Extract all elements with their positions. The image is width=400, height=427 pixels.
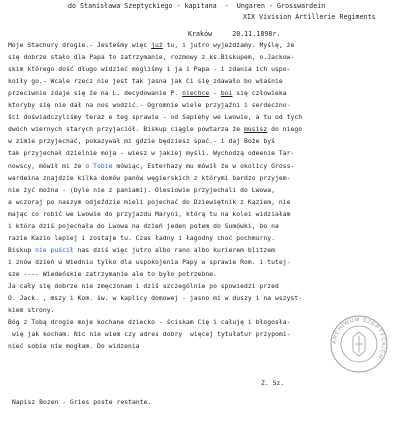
letter-line — [8, 319, 290, 327]
line-text: się dobrze stało dla Papa to zatrzymanie, rozmowy z ks.Biskupem, o.Jackow- — [8, 54, 295, 62]
stamp-text: ARCHIWUM SZEPTYCKICH — [331, 316, 387, 360]
letter-line — [8, 271, 217, 279]
line-text: Bóg z Tobą drogie moje kochane dziecko - ściskam Cię i całuję i błogosła- — [8, 319, 291, 327]
letter-line — [8, 102, 290, 110]
line-text: razie Kazio lepiej i zostaje tu. Czas ładny i łagodny choć pochmurny. — [8, 234, 275, 242]
letter-line — [8, 199, 290, 207]
line-text: wię jak kocham. Nic nie wiem czy adres dobry więcej tytułatur przypomi- — [12, 331, 291, 339]
line-text: sze ---- Wiedeńskie zatrzymanie ale to było potrzebne. — [8, 270, 217, 278]
header-recipient: do Stanisława Szeptyckiego - kapitana - Ungaren - Grosswardein — [68, 2, 326, 10]
line-text: - — [209, 90, 221, 98]
line-text: a wczoraj po naszym odjeździe mieli pojechać do Dziewiętnik z Kaziem, nie — [8, 198, 291, 206]
letter-line — [8, 259, 290, 267]
letter-line — [8, 307, 54, 315]
line-text: koiły go.- Wcale rzecz nie jest tak jasna jak Ci się zdawało bo właśnie — [8, 78, 283, 86]
underlined-text: boi — [220, 90, 233, 98]
letter-line — [8, 66, 290, 74]
letter-line — [8, 163, 294, 171]
highlighted-text: o Tobie — [85, 162, 113, 170]
line-text: w zimie przyjechać, pokazywał mi gdzie będziesz spać.- i daj Boże byś — [8, 138, 275, 146]
letter-line — [8, 283, 279, 291]
header-place-date: Kraków 20.11.1898r. — [188, 30, 281, 38]
line-text: mając co robić we Lwowie do przyjazdu Maryni, którą tu na kolei widziałam — [8, 210, 291, 218]
underlined-text: niechce — [182, 90, 210, 98]
letter-line — [8, 235, 275, 243]
underlined-text: musisz — [244, 126, 268, 134]
letter-line — [8, 78, 283, 86]
line-text: Biskup — [8, 246, 36, 254]
letter-line — [8, 90, 287, 98]
line-text: nieć sobie nie mogłam. Do widzenia — [8, 343, 140, 351]
line-text: i znów dzień w Wiedniu tylko dla uspokojenia Papy w sprawie Rom. i tutej- — [8, 258, 291, 266]
letter-line — [8, 187, 275, 195]
line-text: nie żyć można - (byle nie z paniami). Olesiowie przyjechali do Lwowa, — [8, 186, 275, 194]
postscript: Napisz Bozen - Gries poste restante. — [12, 399, 152, 406]
line-text: kiem strony. — [8, 307, 55, 315]
archive-stamp — [329, 314, 389, 374]
letter-line — [8, 126, 302, 134]
letter-line — [8, 295, 302, 303]
letter-line — [8, 211, 290, 219]
line-text: się człowieka — [232, 90, 287, 98]
letter-line — [12, 331, 291, 339]
line-text: do niego — [267, 126, 303, 134]
letter-line — [8, 343, 140, 351]
line-text: nowscy, mówił mi że — [8, 162, 86, 170]
highlighted-text: nie puścił — [35, 246, 74, 254]
header-regiment: XIX Vivision Artillerie Regiments — [243, 13, 376, 21]
letter-line — [8, 138, 275, 146]
line-text: tu, i jutro wyjeżdżamy. Myślę, że — [162, 42, 295, 49]
underlined-text: już — [151, 42, 163, 49]
line-text: ktoryby się nie dał na nos wodzić.- Ogromnie wiele przyjaźni i serdeczno- — [8, 102, 291, 110]
letter-line — [8, 114, 302, 122]
line-text: i która dziś pojechała do Lwowa na dzień jeden potem do Sumówki, bo na — [8, 222, 279, 230]
line-text: Ja cały się dobrze nie zmęczonam i dziś szczególnie po spowiedzi przed — [8, 283, 279, 290]
letter-line — [8, 54, 294, 62]
line-text: mówiąc, Esterhazy mu mówił że w okolicy Gross- — [112, 162, 295, 170]
line-text: skim którego dość długo widzieć mogliśmy i ja i Papa - i zdania ich uspo- — [8, 66, 291, 74]
line-text: ści doświadczyliśmy teraz e teg sprawie - od Sapiehy we Lwowie, a tu od tych — [8, 114, 303, 122]
letter-line — [8, 223, 279, 231]
line-text: nas dziś więc jutro albo rano albo kurierem blitzem — [73, 246, 275, 254]
line-text: O. Jack. , mszy i Kom. św. w kaplicy domowej - jasno mi w duszy i na wszyst- — [8, 295, 303, 303]
line-text: wardeina znajdzie kilka domów panów węgierskich z którymi bardzo przyjem- — [8, 174, 291, 182]
signature: Z. Sz. — [261, 380, 285, 387]
line-text: dwóch wiernych starych przyjaciół. Biskup ciągle powtarza że — [8, 126, 245, 134]
line-text: przeciwnie zdaje się że na L. decydowanie P. — [8, 90, 183, 98]
letter-line — [8, 42, 294, 50]
letter-line — [8, 175, 290, 183]
letter-line — [8, 150, 294, 158]
letter-line — [8, 247, 275, 255]
line-text: Moje Stachury drogie.- Jesteśmy więc — [8, 42, 152, 49]
line-text: tak przyjechał dzielnie moja - wiesz w jakiej myśli. Wychodzą odeenie Tar- — [8, 150, 295, 158]
